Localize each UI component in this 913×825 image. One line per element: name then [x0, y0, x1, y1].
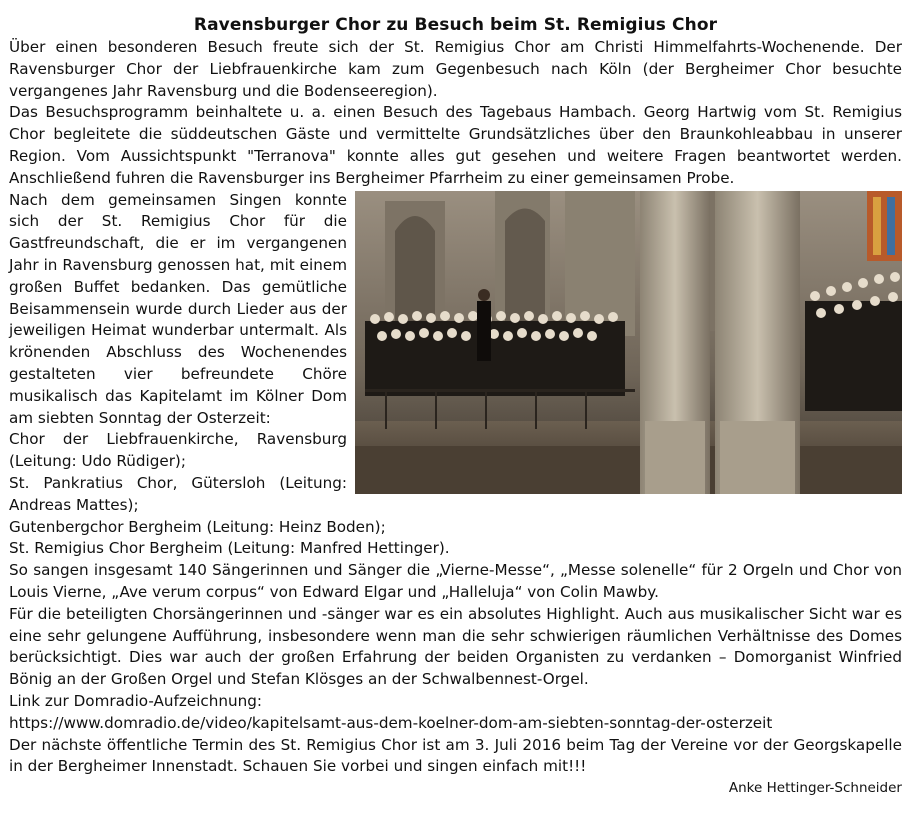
paragraph-program: Das Besuchsprogramm beinhaltete u. a. einen Besuch des Tagebaus Hambach. Georg Hartwig vom St. Remigius Chor begleitete die süddeutschen Gäste und vermittelte Grundsätzliches über den Braunkohleabbau in unserer Region. Vom Aussichtspunkt "Terranova" konnte alles gut gesehen und weitere Fragen beantwortet werden. Anschließend fuhren die Ravensburger ins Bergheimer Pfarrheim zu einer gemeinsamen Probe.	[9, 103, 902, 187]
choir-item: Gutenbergchor Bergheim (Leitung: Heinz Boden);	[9, 517, 386, 536]
choir-photo	[355, 191, 902, 494]
paragraph-intro: Über einen besonderen Besuch freute sich der St. Remigius Chor am Christi Himmelfahrts-Wochenende. Der Ravensburger Chor der Liebfrauenkirche kam zum Gegenbesuch nach Köln (der Bergheimer Chor besuchte vergangenes Jahr Ravensburg und die Bodenseeregion).	[9, 38, 902, 100]
choir-item: St. Pankratius Chor, Gütersloh (Leitung: Andreas Mattes);	[9, 473, 347, 514]
choir-item: St. Remigius Chor Bergheim (Leitung: Manfred Hettinger).	[9, 539, 450, 558]
paragraph-repertoire: So sangen insgesamt 140 Sängerinnen und Sänger die „Vierne-Messe“, „Messe solenelle“ für 2 Orgeln und Chor von Louis Vierne, „Ave verum corpus“ von Edward Elgar und „Halleluja“ von Colin Mawby.	[9, 561, 902, 601]
recording-link[interactable]: https://www.domradio.de/video/kapitelsamt-aus-dem-koelner-dom-am-siebten-sonntag-der-osterzeit	[9, 713, 773, 732]
article-title: Ravensburger Chor zu Besuch beim St. Remigius Chor	[193, 15, 718, 35]
paragraph-highlight: Für die beteiligten Chorsängerinnen und -sänger war es ein absolutes Highlight. Auch aus musikalischer Sicht war es eine sehr gelungene Aufführung, insbesondere wenn man die sehr schwierigen räumlichen Verhältnisse des Domes berücksichtigt. Dies war auch der großen Erfahrung der beiden Organisten zu verdanken – Domorganist Winfried Bönig an der Großen Orgel und Stefan Klösges an der Schwalbennest-Orgel.	[9, 604, 902, 689]
article	[9, 14, 902, 797]
cathedral-choir-image	[355, 191, 902, 494]
author-signature: Anke Hettinger-Schneider	[728, 780, 902, 797]
paragraph-closing: Der nächste öffentliche Termin des St. Remigius Chor ist am 3. Juli 2016 beim Tag der Vereine vor der Georgskapelle in der Bergheimer Innenstadt. Schauen Sie vorbei und singen einfach mit!!!	[9, 735, 902, 776]
choir-item: Chor der Liebfrauenkirche, Ravensburg (Leitung: Udo Rüdiger);	[9, 430, 347, 471]
link-label: Link zur Domradio-Aufzeichnung:	[9, 691, 263, 710]
paragraph-thanks: Nach dem gemeinsamen Singen konnte sich der St. Remigius Chor für die Gastfreundschaft, die er im vergangenen Jahr in Ravensburg genossen hat, mit einem großen Buffet bedanken. Das gemütliche Beisammensein wurde durch Lieder aus der jeweiligen Heimat wunderbar untermalt. Als krönenden Abschluss des Wochenendes gestalteten vier befreundete Chöre musikalisch das Kapitelamt im Kölner Dom am siebten Sonntag der Osterzeit:	[9, 190, 347, 427]
